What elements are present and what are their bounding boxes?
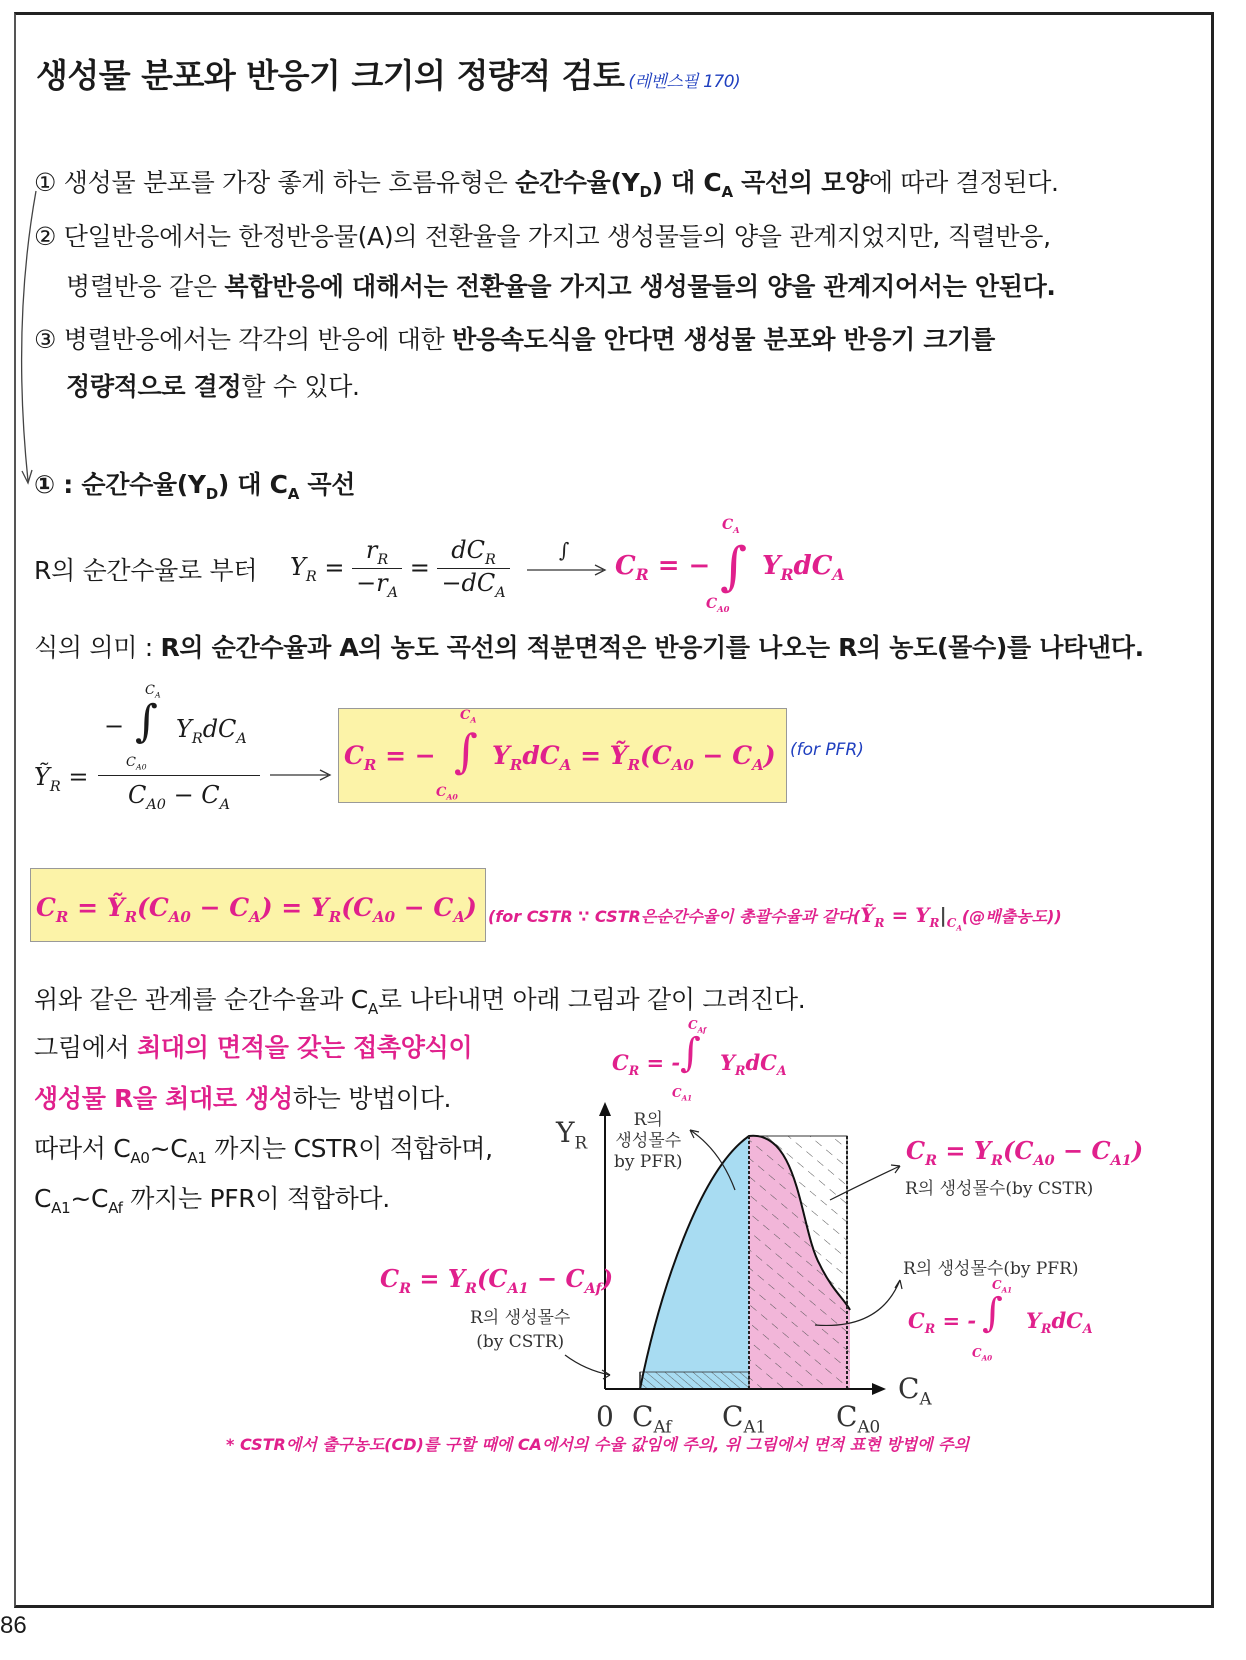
title-note: (레벤스필 170) [628, 72, 741, 92]
label-cstr-left [470, 1306, 570, 1354]
graph-pfr-right-upper: $C_{A1}$ [992, 1278, 1013, 1295]
point2-line2b: 복합반응에 대해서는 전환율을 가지고 생성물들의 양을 관계지어서는 안된다. [224, 272, 1056, 301]
point1-b: 순간수율(Y [515, 168, 640, 197]
eq2-integrand: $Y_RdC_A$ [176, 715, 247, 747]
label-cstr-right: R의 생성몰수(by CSTR) [905, 1179, 1094, 1199]
section1-c: 곡선 [299, 470, 356, 499]
x-axis-label-sub: A [919, 1388, 932, 1409]
para-line5m: ~C [70, 1184, 109, 1213]
graph-pfr-top-upper: $C_{Af}$ [688, 1018, 707, 1035]
para-line5s2: Af [108, 1199, 123, 1217]
label-pfr-right: R의 생성몰수(by PFR) [903, 1259, 1079, 1279]
pfr-eq-lhs: $C_R$ = − [344, 741, 436, 774]
point1-csub: A [721, 183, 733, 201]
para-line4: 따라서 C [34, 1134, 131, 1163]
pfr-note: (for PFR) [790, 740, 864, 760]
page-number: 86 [0, 1612, 27, 1639]
graph-pfr-right-integral: ∫ [982, 1290, 1003, 1336]
eq1-yield-formula: $Y_R$ = $\frac{r_R}{-r_A}$ = $\frac{dC_R}{-dC_A}$ [290, 536, 510, 601]
point1-c: ) 대 C [651, 168, 722, 197]
eq1-cr-lhs: $C_R$ = − [615, 551, 711, 585]
origin-label: 0 [596, 1400, 614, 1433]
pfr-integral: ∫ [454, 724, 478, 778]
y-axis-label [556, 1116, 587, 1153]
eq1-lower-limit: $C_{A0}$ [706, 596, 730, 614]
y-axis-label-sub: R [574, 1132, 588, 1153]
point1-d: 곡선의 모양 [732, 168, 869, 197]
tick-ca1-text: C [722, 1400, 744, 1433]
pfr-area-blue [640, 1136, 749, 1389]
graph-pfr-top-eq: $C_R$ = - [612, 1050, 681, 1079]
point-2-line-1: ② 단일반응에서는 한정반응물(A)의 전환율을 가지고 생성물들의 양을 관계지었지만, 직렬반응, [34, 222, 1051, 251]
section1-b: ) 대 C [217, 470, 288, 499]
eq2-denominator: $C_{A0} - C_A$ [128, 781, 231, 813]
label-pfr-top-3: by PFR) [614, 1152, 683, 1172]
cstr-eq: $C_R$ = $Ỹ_R(C_{A0} - C_A) = Y_R(C_{A0} - C_A)$ [36, 893, 477, 926]
para-line3b: 하는 방법이다. [292, 1084, 452, 1113]
graph-pfr-top-integral: ∫ [680, 1030, 701, 1076]
tick-ca1-sub: A1 [743, 1416, 767, 1437]
para-line4m: ~C [149, 1134, 188, 1163]
eq1-integral: ∫ [720, 537, 748, 597]
para-line5b: 까지는 PFR이 적합하다. [122, 1184, 390, 1213]
x-axis-label [898, 1372, 932, 1409]
cstr-note-text: (for CSTR ∵ CSTR은순간수율이 총괄수율과 같다( [488, 907, 861, 926]
eq1-upper-limit: $C_A$ [722, 517, 740, 535]
point1-text-a: ① 생성물 분포를 가장 좋게 하는 흐름유형은 [34, 168, 516, 197]
pfr-upper-limit: $C_A$ [460, 708, 477, 725]
label-cstr-left-1: R의 생성몰수 [470, 1308, 571, 1328]
pfr-eq-rhs: $Y_RdC_A$ = $Ỹ_R(C_{A0} - C_A)$ [492, 741, 776, 774]
cstr-note-text-2: (@배출농도)) [961, 907, 1062, 926]
tick-ca0-sub: A0 [857, 1416, 881, 1437]
graph-cstr-right-eq: $C_R = Y_R(C_{A0} - C_{A1})$ [906, 1136, 1144, 1169]
label-pfr-top-2: 생성몰수 [615, 1131, 682, 1151]
point2-line2a: 병렬반응 같은 [66, 272, 225, 301]
tick-caf-text: C [632, 1400, 654, 1433]
label-pfr-top-1: R의 [633, 1110, 663, 1130]
para-line2b: 최대의 면적을 갖는 접촉양식이 [137, 1033, 473, 1062]
tick-caf-sub: Af [653, 1416, 672, 1437]
para-line5s1: A1 [51, 1199, 71, 1217]
tick-ca0-text: C [836, 1400, 858, 1433]
eq2-ytilde: Ỹ$_R$ = [34, 763, 89, 795]
section1-a: ① : 순간수율(Y [34, 470, 206, 499]
cstr-note: (for CSTR ∵ CSTR은순간수율이 총괄수율과 같다(Ỹ$_R$ = $Y_R|_{C_A}(@$배출농도)) [488, 903, 1062, 933]
para-line1sub: A [367, 1000, 378, 1018]
y-axis-label-text: Y [556, 1116, 575, 1149]
point3-line2a: 정량적으로 결정 [66, 372, 242, 401]
point3-line2b: 할 수 있다. [241, 372, 360, 401]
graph-pfr-top-lower: $C_{A1}$ [672, 1086, 693, 1103]
para-line1b: 로 나타내면 아래 그림과 같이 그려진다. [377, 985, 806, 1014]
para-line4b: 까지는 CSTR이 적합하며, [206, 1134, 493, 1163]
eq2-integral: ∫ [135, 696, 158, 747]
para-line5: C [34, 1184, 52, 1213]
graph-cstr-left-eq: $C_R = Y_R(C_{A1} - C_{Af})$ [380, 1264, 614, 1297]
graph-pfr-right-integrand: $Y_RdC_A$ [1026, 1308, 1093, 1337]
para-line1a: 위와 같은 관계를 순간수율과 C [34, 985, 368, 1014]
pfr-lower-limit: $C_{A0}$ [436, 785, 458, 802]
meaning-a: 식의 의미 : [34, 633, 161, 662]
point3-line1b: 반응속도식을 안다면 생성물 분포와 반응기 크기를 [452, 325, 995, 354]
para-line2a: 그림에서 [34, 1033, 138, 1062]
footnote: * CSTR에서 출구농도(CD)를 구할 때에 CA에서의 수율 값임에 주의, 위 그림에서 면적 표현 방법에 주의 [226, 1435, 970, 1454]
para-line4s2: A1 [187, 1149, 207, 1167]
eq1-prefix: R의 순간수율로 부터 [34, 556, 258, 585]
point1-e: 에 따라 결정된다. [868, 168, 1059, 197]
section1-bsub: A [287, 485, 300, 503]
label-pfr-top [614, 1110, 683, 1173]
point3-line1a: ③ 병렬반응에서는 각각의 반응에 대한 [34, 325, 453, 354]
para-line4s1: A0 [130, 1149, 150, 1167]
graph-pfr-right-lower: $C_{A0}$ [972, 1346, 993, 1363]
eq2-minus: − [104, 712, 125, 740]
graph-pfr-top-integrand: $Y_RdC_A$ [720, 1050, 787, 1079]
cstr-strip [640, 1372, 749, 1389]
para-line3a: 생성물 R을 최대로 생성 [34, 1084, 293, 1113]
point1-bsub: D [639, 183, 652, 201]
svg-text:∫: ∫ [559, 540, 570, 562]
x-axis-label-text: C [898, 1372, 920, 1405]
section1-asub: D [205, 485, 218, 503]
eq2-lower-limit: $C_{A0}$ [126, 755, 147, 772]
title-text: 생성물 분포와 반응기 크기의 정량적 검토 [36, 56, 625, 95]
meaning-b: R의 순간수율과 A의 농도 곡선의 적분면적은 반응기를 나오는 R의 농도(몰수)를 나타낸다. [160, 633, 1144, 662]
eq1-integrand: $Y_RdC_A$ [762, 551, 845, 585]
graph-pfr-right-eq: $C_R$ = - [908, 1308, 977, 1337]
label-cstr-left-2: (by CSTR) [476, 1332, 565, 1352]
eq2-upper-limit: $C_A$ [145, 683, 161, 700]
